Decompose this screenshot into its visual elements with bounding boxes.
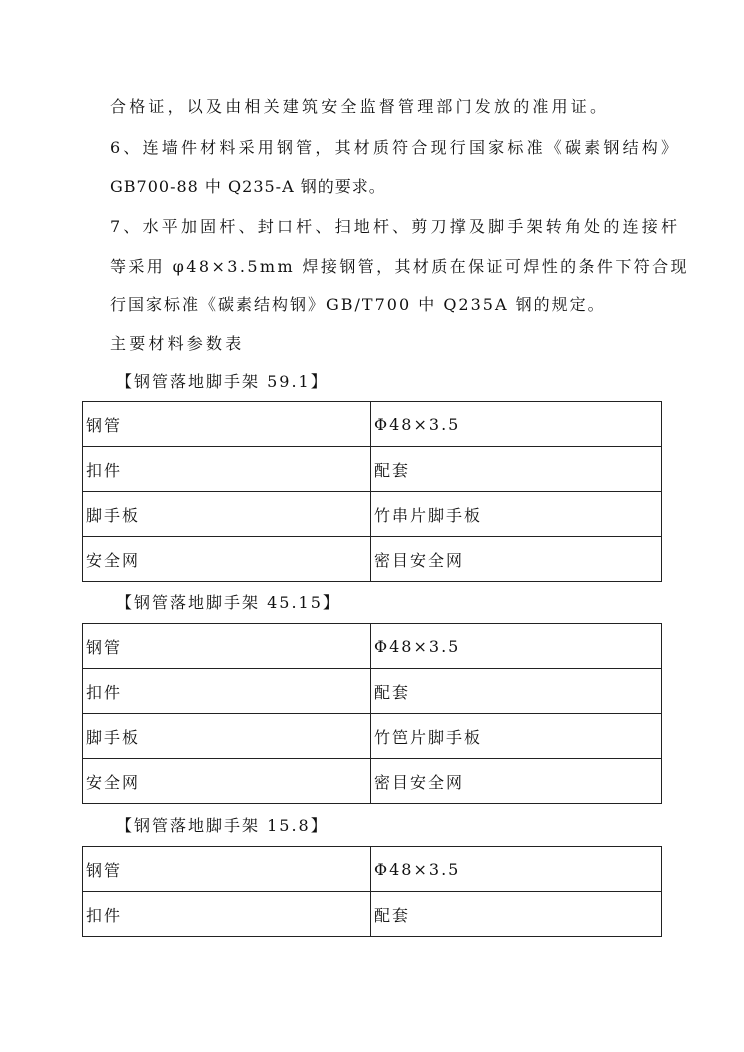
table-cell: 扣件 [83,669,371,714]
table-cell: 密目安全网 [371,537,662,582]
paragraph-line: 行国家标准《碳素结构钢》GB/T700 中 Q235A 钢的规定。 [110,295,606,314]
table-cell: 配套 [371,447,662,492]
table-cell: Φ48×3.5 [371,624,662,669]
paragraph-line: 合格证，以及由相关建筑安全监督管理部门发放的准用证。 [110,97,610,116]
materials-table-45-15 [82,623,662,804]
table-row [83,759,662,804]
table-cell: 脚手板 [83,492,371,537]
table-cell: 安全网 [83,759,371,804]
table-cell: 钢管 [83,847,371,892]
paragraph-line: 等采用 φ48×3.5mm 焊接钢管，其材质在保证可焊性的条件下符合现 [110,257,689,276]
table-cell: 脚手板 [83,714,371,759]
table-cell: 钢管 [83,624,371,669]
paragraph-line: GB700-88 中 Q235-A 钢的要求。 [110,177,386,196]
table-row [83,492,662,537]
table-cell: 扣件 [83,447,371,492]
table-row [83,892,662,937]
table-cell: 竹笆片脚手板 [371,714,662,759]
table-caption: 【钢管落地脚手架 45.15】 [116,593,341,612]
table-row [83,447,662,492]
table-row [83,847,662,892]
table-cell: 钢管 [83,402,371,447]
table-cell: 竹串片脚手板 [371,492,662,537]
table-row [83,402,662,447]
section-heading: 主要材料参数表 [110,334,245,353]
materials-table-59-1 [82,401,662,582]
table-cell: Φ48×3.5 [371,402,662,447]
table-cell: 配套 [371,669,662,714]
table-row [83,537,662,582]
table-row [83,669,662,714]
table-cell: 安全网 [83,537,371,582]
table-cell: 扣件 [83,892,371,937]
materials-table-15-8 [82,846,662,937]
table-caption: 【钢管落地脚手架 59.1】 [116,372,329,391]
table-caption: 【钢管落地脚手架 15.8】 [116,816,329,835]
paragraph-line: 7、水平加固杆、封口杆、扫地杆、剪刀撑及脚手架转角处的连接杆 [110,217,681,236]
paragraph-line: 6、连墙件材料采用钢管，其材质符合现行国家标准《碳素钢结构》 [110,138,681,157]
table-cell: Φ48×3.5 [371,847,662,892]
table-cell: 配套 [371,892,662,937]
table-cell: 密目安全网 [371,759,662,804]
table-row [83,624,662,669]
table-row [83,714,662,759]
